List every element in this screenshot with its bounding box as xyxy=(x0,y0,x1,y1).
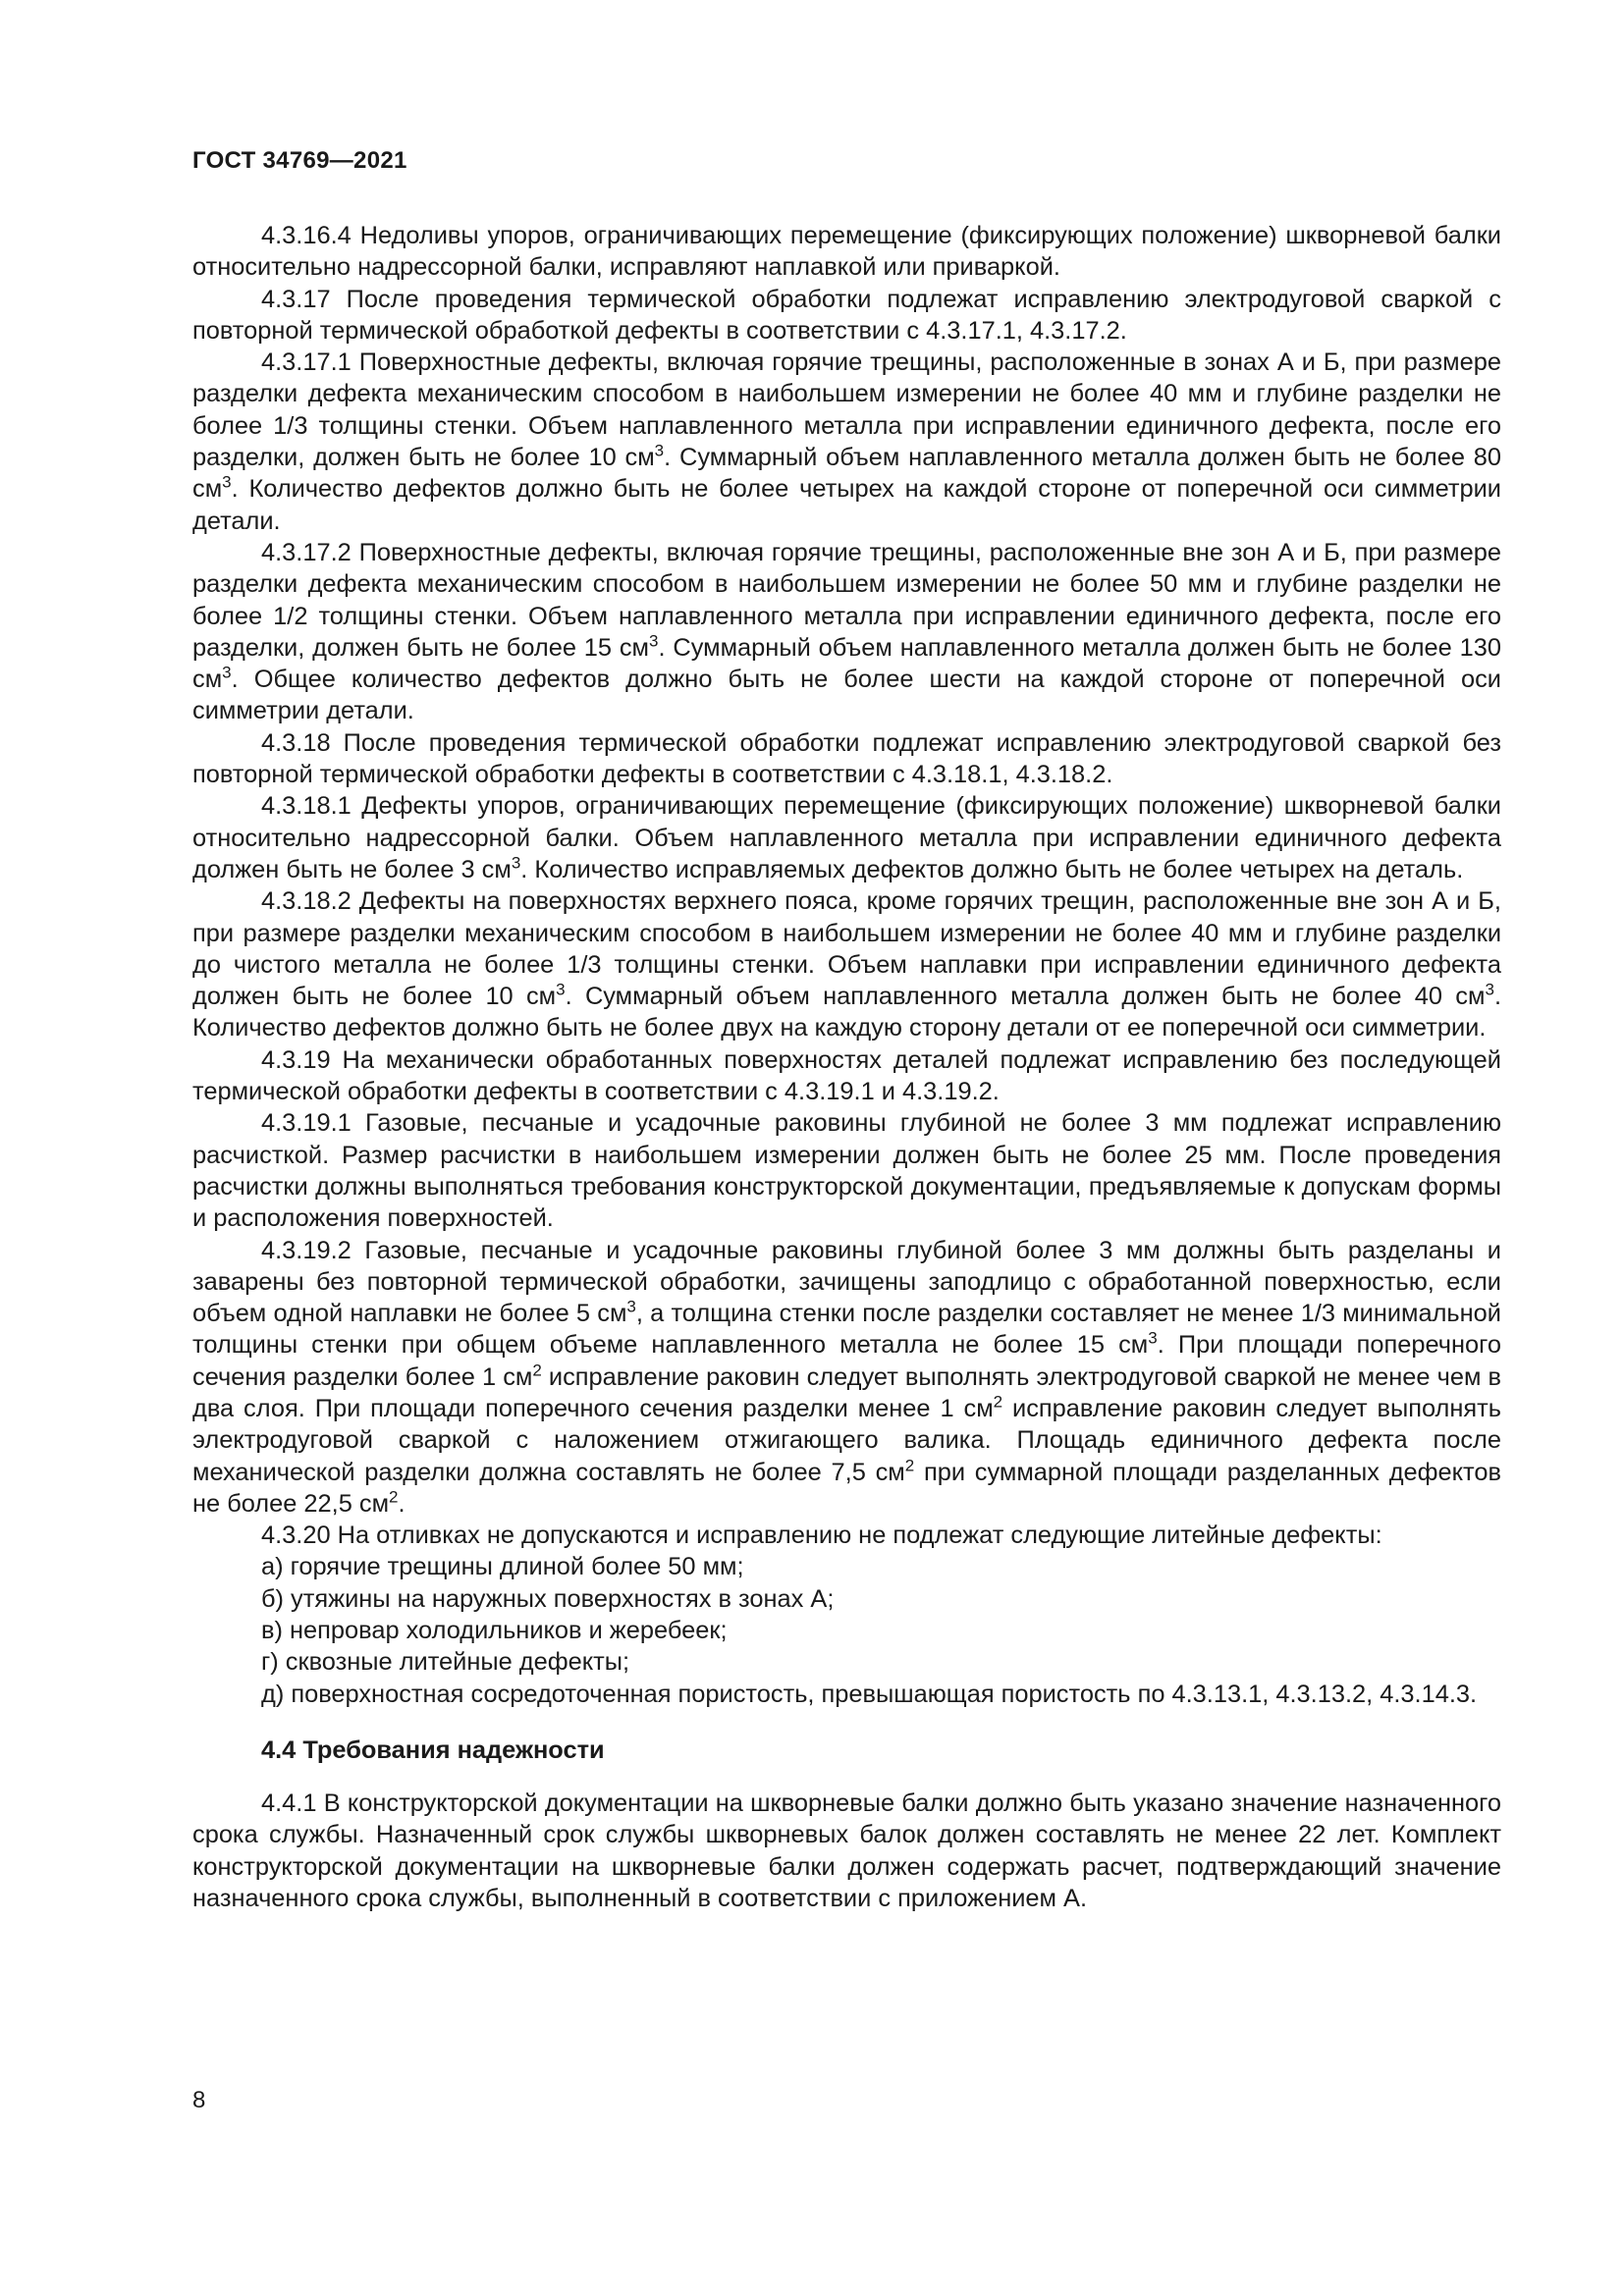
list-item: а) горячие трещины длиной более 50 мм; xyxy=(261,1553,744,1581)
text-segment: . При площади поперечного сечения разделки более 1 см xyxy=(192,1331,1501,1391)
list-item: в) непровар холодильников и жеребеек; xyxy=(261,1617,728,1645)
paragraph-4-3-18-2 xyxy=(192,885,1501,1043)
paragraph-4-3-17-2 xyxy=(192,537,1501,727)
paragraph-4-3-17: 4.3.17 После проведения термической обработки подлежат исправлению электродуговой сваркой с повторной термической обработкой дефекты в соответствии с 4.3.17.1, 4.3.17.2. xyxy=(192,285,1501,345)
superscript: 2 xyxy=(389,1487,399,1507)
text-segment: 4.3.18.2 Дефекты на поверхностях верхнего пояса, кроме горячих трещин, расположенные вне зон А и Б, при размере разделки механическим способом в наибольшем измерении не более 40 мм и глубине разделки до чистого металла не более 1/3 толщины стенки. Объем наплавки при исправлении единичного дефекта должен быть не более 10 см xyxy=(192,887,1501,1011)
text-segment: . Количество дефектов должно быть не более четырех на каждой стороне от поперечной оси симметрии детали. xyxy=(192,475,1501,535)
superscript: 3 xyxy=(556,980,566,999)
text-segment: исправление раковин следует выполнять электродуговой сваркой не менее чем в два слоя. При площади поперечного сечения разделки менее 1 см xyxy=(192,1362,1502,1422)
superscript: 3 xyxy=(222,663,232,682)
list-item: д) поверхностная сосредоточенная пористость, превышающая пористость по 4.3.13.1, 4.3.13.2, 4.3.14.3. xyxy=(261,1680,1478,1708)
superscript: 3 xyxy=(1485,980,1494,999)
text-segment: . xyxy=(398,1489,406,1518)
paragraph-4-3-19-1: 4.3.19.1 Газовые, песчаные и усадочные раковины глубиной не более 3 мм подлежат исправлению расчисткой. Размер расчистки в наибольшем измерении должен быть не более 25 мм. После проведения расчистки должны выполняться требования конструкторской документации, предъявляемые к допускам формы и расположения поверхностей. xyxy=(192,1109,1501,1233)
paragraph-4-3-19-2 xyxy=(192,1235,1501,1521)
superscript: 3 xyxy=(511,853,521,873)
text-segment: . Количество дефектов должно быть не более двух на каждую сторону детали от ее поперечной оси симметрии. xyxy=(192,983,1501,1042)
text-segment: . Суммарный объем наплавленного металла должен быть не более 40 см xyxy=(565,983,1486,1011)
list-item: г) сквозные литейные дефекты; xyxy=(261,1648,630,1677)
document-header: ГОСТ 34769—2021 xyxy=(192,147,407,174)
text-segment: . Суммарный объем наплавленного металла должен быть не более 130 см xyxy=(192,633,1502,694)
text-segment: , а толщина стенки после разделки составляет не менее 1/3 минимальной толщины стенки при общем объеме наплавленного металла не более 15 см xyxy=(192,1300,1501,1360)
list-item: б) утяжины на наружных поверхностях в зонах А; xyxy=(261,1584,835,1613)
superscript: 2 xyxy=(532,1361,542,1380)
superscript: 2 xyxy=(904,1456,915,1475)
paragraph-4-3-19: 4.3.19 На механически обработанных поверхностях деталей подлежат исправлению без последующей термической обработки дефекты в соответствии с 4.3.19.1 и 4.3.19.2. xyxy=(192,1045,1501,1106)
text-segment: . Суммарный объем наплавленного металла должен быть не более 80 см xyxy=(192,444,1501,504)
text-segment: 4.3.19.2 Газовые, песчаные и усадочные раковины глубиной более 3 мм должны быть разделаны и заварены без повторной термической обработки, зачищены заподлицо с обработанной поверхностью, если объем одной наплавки не более 5 см xyxy=(192,1236,1501,1328)
superscript: 3 xyxy=(626,1297,636,1316)
text-segment: . Общее количество дефектов должно быть не более шести на каждой стороне от поперечной оси симметрии детали. xyxy=(192,666,1501,725)
paragraph-4-3-20: 4.3.20 На отливках не допускаются и исправлению не подлежат следующие литейные дефекты: xyxy=(261,1522,1382,1550)
text-segment: 4.3.18.1 Дефекты упоров, ограничивающих перемещение (фиксирующих положение) шкворневой балки относительно надрессорной балки. Объем наплавленного металла при исправлении единичного дефекта должен быть не более 3 см xyxy=(192,792,1501,883)
paragraph-4-4-1: 4.4.1 В конструкторской документации на шкворневые балки должно быть указано значение назначенного срока службы. Назначенный срок службы шкворневых балок должен составлять не менее 22 лет. Комплект конструкторской документации на шкворневые балки должен содержать расчет, подтверждающий значение назначенного срока службы, выполненный в соответствии с приложением А. xyxy=(192,1789,1501,1912)
text-segment: 4.3.17.1 Поверхностные дефекты, включая горячие трещины, расположенные в зонах А и Б, при размере разделки дефекта механическим способом в наибольшем измерении не более 40 мм и глубине разделки не более 1/3 толщины стенки. Объем наплавленного металла при исправлении единичного дефекта, после его разделки, должен быть не более 10 см xyxy=(192,348,1501,472)
paragraph-4-3-16-4: 4.3.16.4 Недоливы упоров, ограничивающих перемещение (фиксирующих положение) шкворневой балки относительно надрессорной балки, исправляют наплавкой или приваркой. xyxy=(192,222,1501,282)
text-segment: 4.3.17.2 Поверхностные дефекты, включая горячие трещины, расположенные вне зон А и Б, при размере разделки дефекта механическим способом в наибольшем измерении не более 50 мм и глубине разделки не более 1/2 толщины стенки. Объем наплавленного металла при исправлении единичного дефекта, после его разделки, должен быть не более 15 см xyxy=(192,538,1501,662)
text-segment: исправление раковин следует выполнять электродуговой сваркой с наложением отжигающего валика. Площадь единичного дефекта после механической разделки должна составлять не более 7,5 см xyxy=(192,1394,1501,1486)
superscript: 2 xyxy=(993,1392,1003,1412)
superscript: 3 xyxy=(649,631,659,651)
text-segment: при суммарной площади разделанных дефектов не более 22,5 см xyxy=(192,1458,1501,1518)
paragraph-4-3-17-1 xyxy=(192,347,1501,537)
superscript: 3 xyxy=(654,441,665,460)
superscript: 3 xyxy=(1148,1329,1158,1349)
page-number: 8 xyxy=(192,2087,206,2113)
section-heading-4-4: 4.4 Требования надежности xyxy=(261,1735,605,1764)
paragraph-4-3-18: 4.3.18 После проведения термической обработки подлежат исправлению электродуговой сваркой без повторной термической обработки дефекты в соответствии с 4.3.18.1, 4.3.18.2. xyxy=(192,728,1501,789)
text-segment: . Количество исправляемых дефектов должно быть не более четырех на деталь. xyxy=(520,855,1464,883)
document-body xyxy=(192,220,1501,1914)
paragraph-4-3-18-1 xyxy=(192,790,1501,885)
superscript: 3 xyxy=(222,473,232,493)
